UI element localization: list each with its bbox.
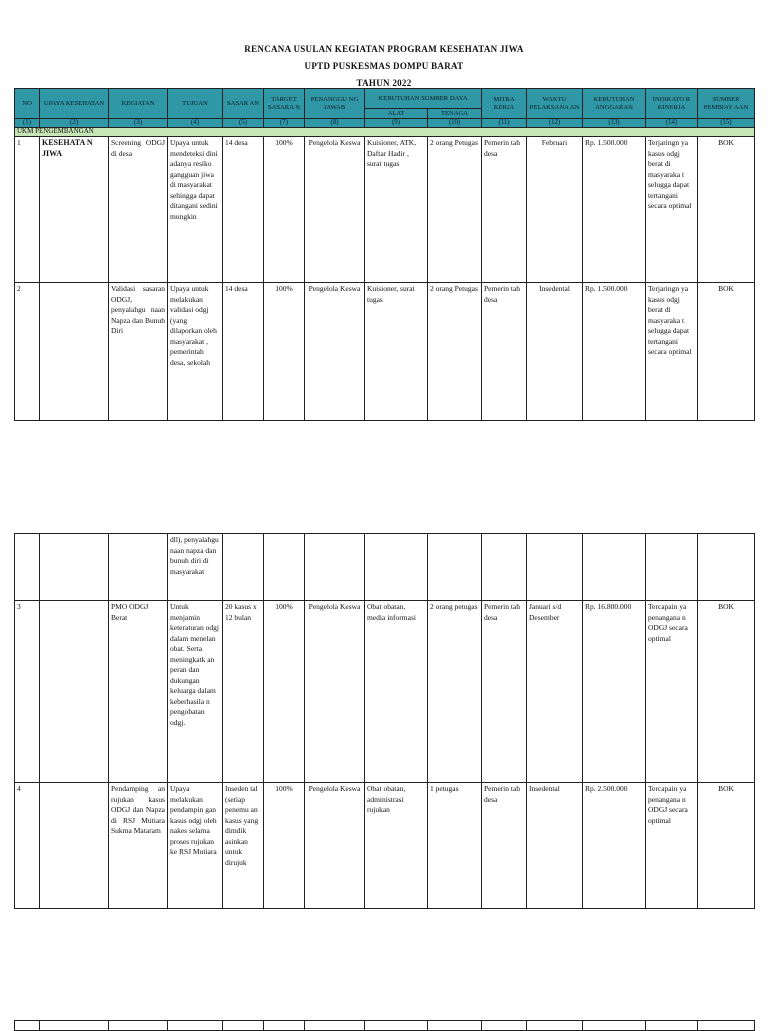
table-row xyxy=(15,783,755,909)
cell-sumber: BOK xyxy=(698,783,755,909)
cell-penanggung: Pengelola Keswa xyxy=(305,137,365,283)
cell-mitra: Pemerin tah desa xyxy=(482,601,527,783)
cell-indikator: Tercapain ya penangana n ODGJ secara optimal xyxy=(646,601,698,783)
cell-anggaran: Rp. 2.500.000 xyxy=(583,783,646,909)
col-header-upaya: UPAYA KESEHATAN xyxy=(40,89,109,119)
cell-upaya xyxy=(40,534,109,601)
cell-sasaran: 14 desa xyxy=(223,283,264,421)
cell-tenaga xyxy=(428,534,482,601)
col-header-sasaran: SASAR AN xyxy=(223,89,264,119)
cell-indikator: Terjaringn ya kasus odgj berat di masyaraka t selugga dapat tertangani secara optimal xyxy=(646,283,698,421)
cell-penanggung: Pengelola Keswa xyxy=(305,601,365,783)
cell-tujuan: Upaya melakukan pendampin gan kasus odgj oleh nakes selama proses rujukan ke RSJ Mutiara xyxy=(168,783,223,909)
cell-waktu: Januari s/d Desember xyxy=(527,601,583,783)
cell-waktu: Februari xyxy=(527,137,583,283)
col-header-alat: ALAT xyxy=(365,109,428,119)
plan-table-page1 xyxy=(14,88,755,421)
col-header-penanggung: PENANGGU NG JAWAB xyxy=(305,89,365,119)
cell-indikator xyxy=(646,534,698,601)
cell-sasaran: 20 kasus x 12 bulan xyxy=(223,601,264,783)
cell-sumber: BOK xyxy=(698,283,755,421)
cell-kegiatan: Validasi sasaran ODGJ, penyalahgu naan Napza dan Bunuh Diri xyxy=(109,283,168,421)
cell-penanggung: Pengelola Keswa xyxy=(305,283,365,421)
cell-tujuan: Upaya untuk melakukan validasi odgj (yang dilaporkan oleh masyarakat , pemerintah desa, sekolah xyxy=(168,283,223,421)
col-number: (2) xyxy=(40,119,109,128)
cell-tenaga: 2 orang Petugas xyxy=(428,137,482,283)
col-number: (12) xyxy=(527,119,583,128)
cell-sasaran xyxy=(223,534,264,601)
cell-waktu xyxy=(527,534,583,601)
table-row xyxy=(15,283,755,421)
col-number: (4) xyxy=(168,119,223,128)
cell-no xyxy=(15,534,40,601)
col-number: (7) xyxy=(264,119,305,128)
col-number: (5) xyxy=(223,119,264,128)
table-row xyxy=(15,137,755,283)
plan-table-page3-edge xyxy=(14,1020,755,1031)
cell-target: 100% xyxy=(264,601,305,783)
cell-tenaga: 1 petugas xyxy=(428,783,482,909)
cell-indikator: Terjaringn ya kasus odgj berat di masyaraka t selugga dapat tertangani secara optimal xyxy=(646,137,698,283)
cell-mitra: Pemerin tah desa xyxy=(482,283,527,421)
cell-no: 3 xyxy=(15,601,40,783)
col-number: (13) xyxy=(583,119,646,128)
document-year: TAHUN 2022 xyxy=(356,78,412,88)
cell-penanggung: Pengelola Keswa xyxy=(305,783,365,909)
cell-kegiatan: Screening ODGJ di desa xyxy=(109,137,168,283)
cell-alat: Obat obatan, media informasi xyxy=(365,601,428,783)
cell-waktu: Insedental xyxy=(527,283,583,421)
cell-anggaran: Rp. 1.500.000 xyxy=(583,137,646,283)
cell-mitra: Pemerin tah desa xyxy=(482,783,527,909)
col-header-kegiatan: KEGIATAN xyxy=(109,89,168,119)
col-number: (9) xyxy=(365,119,428,128)
cell-sasaran: Inseden tal (setiap penemu an kasus yang dimdik asinkan untuk dirujuk xyxy=(223,783,264,909)
cell-upaya xyxy=(40,783,109,909)
cell-upaya xyxy=(40,601,109,783)
cell-no: 1 xyxy=(15,137,40,283)
cell-mitra xyxy=(482,534,527,601)
col-header-kebutuhan: KEBUTUHAN SUMBER DAYA xyxy=(365,89,482,109)
cell-no: 2 xyxy=(15,283,40,421)
col-header-tenaga: TENAGA xyxy=(428,109,482,119)
cell-upaya: KESEHATA N JIWA xyxy=(40,137,109,283)
document-subtitle: UPTD PUSKESMAS DOMPU BARAT xyxy=(304,61,464,71)
cell-tenaga: 2 orang Petugas xyxy=(428,283,482,421)
cell-anggaran: Rp. 16.800.000 xyxy=(583,601,646,783)
cell-upaya xyxy=(40,283,109,421)
cell-mitra: Pemerin tah desa xyxy=(482,137,527,283)
cell-indikator: Tercapain ya penangana n ODGJ secara optimal xyxy=(646,783,698,909)
cell-alat: Kuisioner, ATK, Daftar Hadir , surat tugas xyxy=(365,137,428,283)
col-number: (14) xyxy=(646,119,698,128)
col-header-target: TARGET SASARA N xyxy=(264,89,305,119)
section-label: UKM PENGEMBANGAN xyxy=(15,128,755,137)
cell-sumber: BOK xyxy=(698,601,755,783)
cell-tujuan: dll), penyalahgu naan napza dan bunuh diri di masyarakat xyxy=(168,534,223,601)
cell-no: 4 xyxy=(15,783,40,909)
col-header-anggaran: KEBUTUHAN ANGGARAN xyxy=(583,89,646,119)
plan-table-page2 xyxy=(14,533,755,909)
table-row xyxy=(15,534,755,601)
col-number: (1) xyxy=(15,119,40,128)
cell-alat: Obat obatan, administrasi rujukan xyxy=(365,783,428,909)
col-number: (15) xyxy=(698,119,755,128)
col-number: (3) xyxy=(109,119,168,128)
col-header-sumber: SUMBER PEMBIAY AAN xyxy=(698,89,755,119)
col-header-indikator: INDIKATO R KINERJA xyxy=(646,89,698,119)
cell-target: 100% xyxy=(264,783,305,909)
col-header-mitra: MITRA KERJA xyxy=(482,89,527,119)
cell-alat xyxy=(365,534,428,601)
cell-tujuan: Untuk menjamin keteraturan odgj dalam menelan obat. Serta meningkatk an peran dan dukungan keluarga dalam keberhasila n pengobatan odgj. xyxy=(168,601,223,783)
col-number: (11) xyxy=(482,119,527,128)
cell-anggaran xyxy=(583,534,646,601)
col-header-no: NO xyxy=(15,89,40,119)
cell-waktu: Insedental xyxy=(527,783,583,909)
cell-tenaga: 2 orang petugas xyxy=(428,601,482,783)
cell-target: 100% xyxy=(264,137,305,283)
cell-penanggung xyxy=(305,534,365,601)
table-row xyxy=(15,601,755,783)
cell-kegiatan xyxy=(109,534,168,601)
cell-sasaran: 14 desa xyxy=(223,137,264,283)
cell-target xyxy=(264,534,305,601)
cell-target: 100% xyxy=(264,283,305,421)
cell-alat: Kuisioner, surat tugas xyxy=(365,283,428,421)
col-number: (8) xyxy=(305,119,365,128)
cell-tujuan: Upaya untuk mendeteksi dini adanya resiko gangguan jiwa di masyarakat sehingga dapat ditangani sedini mungkin xyxy=(168,137,223,283)
cell-anggaran: Rp. 1.500.000 xyxy=(583,283,646,421)
col-header-waktu: WAKTU PELAKSANA AN xyxy=(527,89,583,119)
cell-kegiatan: PMO ODGJ Berat xyxy=(109,601,168,783)
col-number: (10) xyxy=(428,119,482,128)
document-title: RENCANA USULAN KEGIATAN PROGRAM KESEHATAN JIWA xyxy=(244,44,524,54)
col-header-tujuan: TUJUAN xyxy=(168,89,223,119)
cell-sumber: BOK xyxy=(698,137,755,283)
cell-kegiatan: Pendamping an rujukan kasus ODGJ dan Napza di RSJ Mutiara Sukma Mataram xyxy=(109,783,168,909)
cell-sumber xyxy=(698,534,755,601)
